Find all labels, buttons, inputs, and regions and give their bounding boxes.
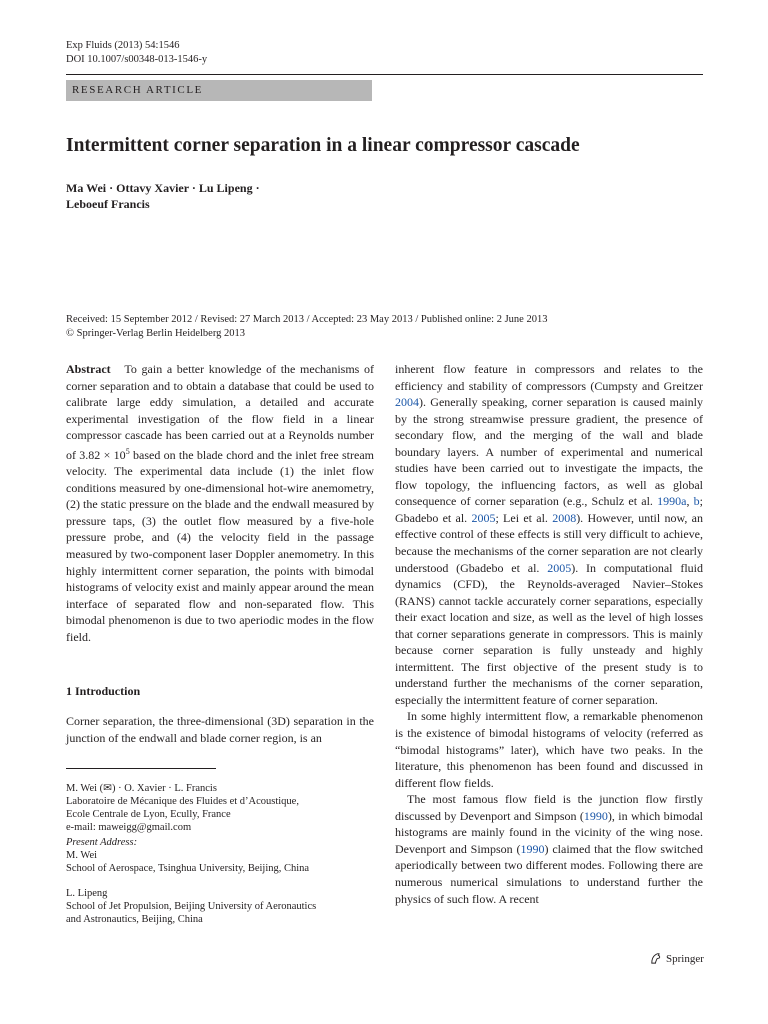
affiliation-school: Ecole Centrale de Lyon, Ecully, France bbox=[66, 809, 231, 820]
introduction-text: Corner separation, the three-dimensional (3D) separation in the junction of the endwall and blade corner region, is an bbox=[66, 714, 374, 745]
present-address-name: M. Wei bbox=[66, 850, 98, 861]
publisher-logo bbox=[649, 952, 704, 965]
authors-line-1: Ma Wei · Ottavy Xavier · Lu Lipeng · bbox=[66, 181, 260, 195]
citation-link[interactable]: 1990 bbox=[583, 808, 608, 823]
paragraph-3 bbox=[395, 791, 703, 907]
affiliation-block-2 bbox=[66, 836, 374, 875]
publisher-name: Springer bbox=[666, 952, 704, 965]
article-type-badge: RESEARCH ARTICLE bbox=[66, 80, 372, 101]
journal-citation: Exp Fluids (2013) 54:1546 bbox=[66, 40, 180, 51]
paragraph-1 bbox=[395, 361, 703, 708]
article-history bbox=[66, 313, 547, 341]
affiliation-block-1 bbox=[66, 782, 374, 834]
citation-link[interactable]: 2005 bbox=[471, 510, 496, 525]
citation-link[interactable]: 1990a bbox=[657, 494, 687, 509]
article-title: Intermittent corner separation in a linear compressor cascade bbox=[66, 135, 580, 156]
springer-horse-icon bbox=[649, 952, 662, 965]
text-run: ; Gbadebo et al. bbox=[395, 494, 704, 525]
paragraph-2: In some highly intermittent flow, a remarkable phenomenon is the existence of bimodal histograms of velocity (referred as “bimodal histograms” later), which have two peaks. In the literature, this phenomenon has been found and discussed in different flow fields. bbox=[395, 709, 703, 790]
exponent: 5 bbox=[125, 446, 130, 456]
citation-link[interactable]: 2008 bbox=[552, 510, 577, 525]
affiliation-block-3 bbox=[66, 887, 374, 926]
text-run: , bbox=[686, 494, 694, 509]
present-address-school: School of Aerospace, Tsinghua University, Beijing, China bbox=[66, 863, 310, 874]
text-run: inherent flow feature in compressors and relates to the efficiency and stability of compressors (Cumpsty and Greitzer bbox=[395, 362, 703, 393]
lu-name: L. Lipeng bbox=[66, 888, 108, 899]
author-list bbox=[66, 180, 260, 212]
header-rule bbox=[66, 74, 703, 75]
abstract-label: Abstract bbox=[66, 362, 111, 376]
citation-link[interactable]: 1990 bbox=[520, 841, 545, 856]
text-run: ; Lei et al. bbox=[495, 510, 553, 525]
journal-info bbox=[66, 39, 207, 67]
copyright-line: © Springer-Verlag Berlin Heidelberg 2013 bbox=[66, 328, 246, 339]
dates-line: Received: 15 September 2012 / Revised: 27 March 2013 / Accepted: 23 May 2013 / Published online: 2 June 2013 bbox=[66, 314, 548, 325]
abstract-text-a: To gain a better knowledge of the mechanisms of corner separation and to obtain a database that could be used to calibrate large eddy simulation, a detailed and accurate experimental investigation of the flow field in a linear compressor cascade has been carried out at a Reynolds number of 3.82 × 10 bbox=[66, 362, 374, 462]
right-column-body bbox=[395, 361, 703, 907]
section-heading-introduction: 1 Introduction bbox=[66, 684, 141, 698]
citation-link[interactable]: b bbox=[693, 494, 700, 509]
citation-link[interactable]: 2004 bbox=[395, 395, 419, 410]
affiliation-email[interactable]: e-mail: maweigg@gmail.com bbox=[66, 822, 192, 833]
abstract-section bbox=[66, 361, 374, 645]
text-run: ). In computational fluid dynamics (CFD), the Reynolds-averaged Navier–Stokes (RANS) cannot tackle accurately corner separations, especially their exact location and size, as well as the level of high losses that corner separations generate in compressors. This is mainly because corner separation is fully unsteady and highly intermittent. The first objective of the present study is to understand further the mechanisms of the corner separation, especially the intermittent feature of corner separation. bbox=[395, 560, 703, 707]
affiliation-authors: M. Wei (✉) · O. Xavier · L. Francis bbox=[66, 783, 217, 794]
text-run: ), in which bimodal histograms are mainly found in the vicinity of the wing nose. Devenport and Simpson ( bbox=[395, 808, 703, 856]
text-run: ) claimed that the flow switched aperiodically between two different modes. Following there are numerous numerical simulations to understand further the physics of such flow. A recent bbox=[395, 841, 703, 906]
abstract-text-b: based on the blade chord and the inlet free stream velocity. The experimental data include (1) the inlet flow conditions measured by one-dimensional hot-wire anemometry, (2) the static pressure on the blade and the endwall measured by pressure taps, (3) the outlet flow measured by a five-hole pressure probe, and (4) the velocity field in the passage measured by two-component laser Doppler anemometry. In this highly intermittent corner separation, the points with bimodal histograms of velocity exist and mainly appear around the mean interface of separated flow and non-separated flow. This bimodal phenomenon is due to two aperiodic modes in the flow field. bbox=[66, 447, 374, 644]
doi-link[interactable]: DOI 10.1007/s00348-013-1546-y bbox=[66, 54, 208, 65]
lu-school-line-2: and Astronautics, Beijing, China bbox=[66, 914, 203, 925]
footnote-rule bbox=[66, 768, 216, 769]
present-address-label: Present Address: bbox=[66, 837, 138, 848]
text-run: The most famous flow field is the junction flow firstly discussed by Devenport and Simpson ( bbox=[395, 792, 703, 823]
citation-link[interactable]: 2005 bbox=[547, 560, 572, 575]
text-run: ). However, until now, an effective control of these effects is still very difficult to achieve, because the mechanisms of the corner separation are not clearly understood (Gbadebo et al. bbox=[395, 510, 703, 575]
text-run: ). Generally speaking, corner separation is caused mainly by the strong streamwise pressure gradient, the presence of secondary flow, and the merging of the wall and blade boundary layers. A number of experimental and numerical studies have been carried out to investigate the impacts, the flow topology, the influencing factors, as well as global consequence of corner separation (e.g., Schulz et al. bbox=[395, 395, 703, 509]
lu-school-line-1: School of Jet Propulsion, Beijing University of Aeronautics bbox=[66, 901, 317, 912]
authors-line-2: Leboeuf Francis bbox=[66, 197, 150, 211]
affiliation-lab: Laboratoire de Mécanique des Fluides et d’Acoustique, bbox=[66, 796, 299, 807]
abstract-paragraph bbox=[66, 361, 374, 645]
